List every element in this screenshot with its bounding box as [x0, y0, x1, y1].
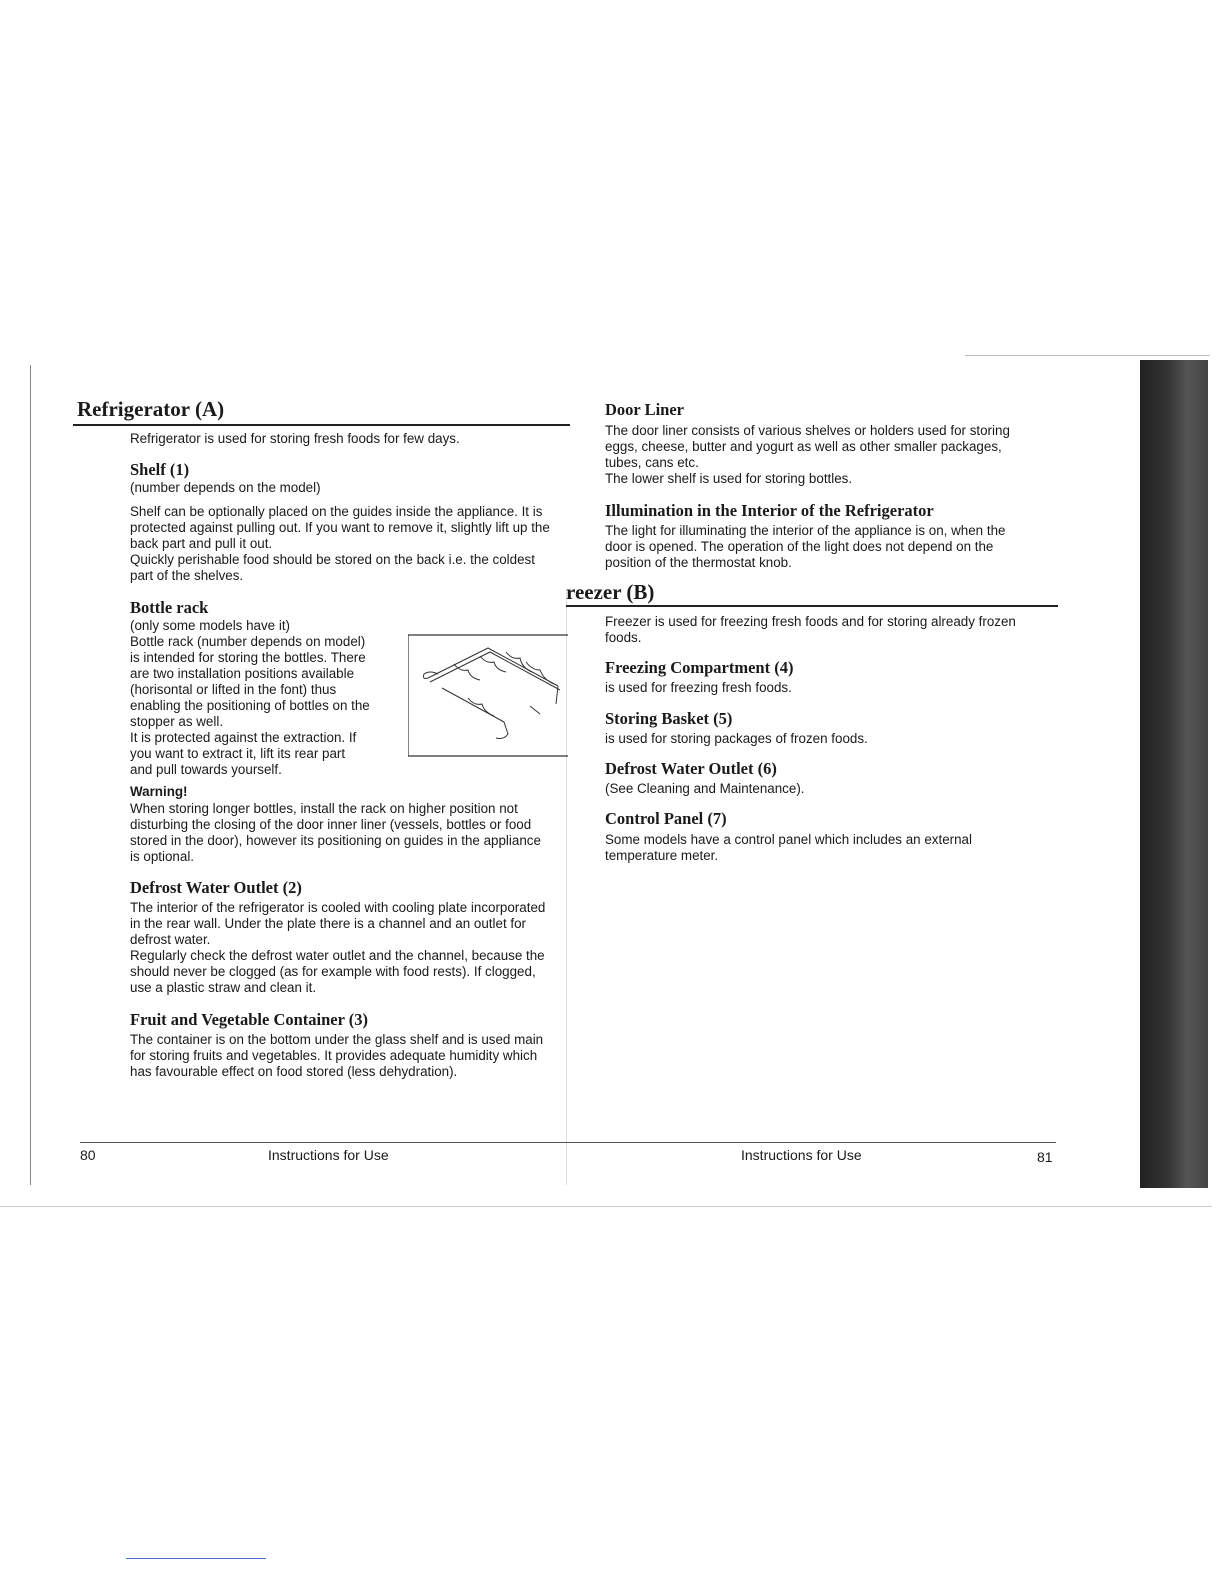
footer-rule-right: [566, 1142, 1056, 1143]
bottle-rack-text: [130, 618, 370, 778]
heading-storing-basket: Storing Basket (5): [605, 709, 733, 728]
warning-line: is optional.: [130, 849, 195, 864]
defrost-line: Regularly check the defrost water outlet and the channel, because the: [130, 948, 545, 963]
storing-basket-text: is used for storing packages of frozen foods.: [605, 731, 868, 746]
bottle-rack-line: Bottle rack (number depends on model): [130, 634, 366, 649]
heading-defrost-outlet-6: Defrost Water Outlet (6): [605, 759, 777, 778]
bottle-rack-line: are two installation positions available: [130, 666, 355, 681]
fruit-line: has favourable effect on food stored (less dehydration).: [130, 1064, 458, 1079]
shelf-line: part of the shelves.: [130, 568, 244, 583]
bottle-rack-illustration: [408, 634, 570, 758]
section-title-freezer: reezer (B): [566, 580, 655, 604]
door-liner-line: eggs, cheese, butter and yogurt as well as other smaller packages,: [605, 439, 1002, 454]
defrost-outlet-6-text: (See Cleaning and Maintenance).: [605, 781, 805, 796]
footer-rule-left: [80, 1142, 566, 1143]
heading-bottle-rack: Bottle rack: [130, 598, 209, 617]
shelf-line: protected against pulling out. If you want to remove it, slightly lift up the: [130, 520, 550, 535]
bottom-scan-line: [0, 1206, 1212, 1207]
shelf-line: back part and pull it out.: [130, 536, 273, 551]
section-title-refrigerator: Refrigerator (A): [77, 397, 225, 421]
shelf-note: (number depends on the model): [130, 480, 321, 495]
section-rule-refrigerator: [73, 424, 570, 426]
fruit-line: for storing fruits and vegetables. It provides adequate humidity which: [130, 1048, 538, 1063]
warning-text: [130, 801, 541, 865]
warning-line: stored in the door), however its positioning on guides in the appliance: [130, 833, 541, 848]
top-right-scan-line: [965, 355, 1210, 356]
shelf-text: [130, 504, 550, 584]
shelf-line: Quickly perishable food should be stored on the back i.e. the coldest: [130, 552, 535, 567]
shelf-line: Shelf can be optionally placed on the guides inside the appliance. It is: [130, 504, 543, 519]
footer-title-right: Instructions for Use: [741, 1147, 862, 1163]
bottle-rack-line: (only some models have it): [130, 618, 291, 633]
bottle-rack-line: (horisontal or lifted in the font) thus: [130, 682, 337, 697]
bottle-rack-drawing: [408, 634, 570, 758]
illumination-line: door is opened. The operation of the light does not depend on the: [605, 539, 994, 554]
bottle-rack-line: enabling the positioning of bottles on the: [130, 698, 370, 713]
section-rule-freezer: [566, 605, 1058, 607]
defrost-line: The interior of the refrigerator is cooled with cooling plate incorporated: [130, 900, 546, 915]
bottle-rack-line: you want to extract it, lift its rear part: [130, 746, 346, 761]
refrigerator-intro: Refrigerator is used for storing fresh foods for few days.: [130, 431, 460, 446]
scan-dark-edge: [1140, 360, 1208, 1188]
defrost-line: in the rear wall. Under the plate there is a channel and an outlet for: [130, 916, 527, 931]
heading-shelf: Shelf (1): [130, 460, 190, 479]
warning-line: disturbing the closing of the door inner liner (vessels, bottles or food: [130, 817, 532, 832]
heading-fruit-container: Fruit and Vegetable Container (3): [130, 1010, 369, 1029]
freezer-intro-line: foods.: [605, 630, 642, 645]
blue-bottom-line: [126, 1558, 266, 1559]
heading-illumination: Illumination in the Interior of the Refrigerator: [605, 501, 934, 520]
freezer-intro-line: Freezer is used for freezing fresh foods and for storing already frozen: [605, 614, 1016, 629]
door-liner-text: [605, 423, 1010, 487]
fruit-container-text: [130, 1032, 543, 1080]
door-liner-line: tubes, cans etc.: [605, 455, 699, 470]
defrost-line: should never be clogged (as for example with food rests). If clogged,: [130, 964, 536, 979]
illumination-line: The light for illuminating the interior of the appliance is on, when the: [605, 523, 1006, 538]
bottle-rack-line: stopper as well.: [130, 714, 224, 729]
warning-line: When storing longer bottles, install the rack on higher position not: [130, 801, 518, 816]
bottle-rack-line: and pull towards yourself.: [130, 762, 282, 777]
control-panel-line: Some models have a control panel which includes an external: [605, 832, 972, 847]
door-liner-line: The lower shelf is used for storing bottles.: [605, 471, 853, 486]
defrost-line: use a plastic straw and clean it.: [130, 980, 317, 995]
page-number-right: 81: [1037, 1149, 1053, 1165]
bottle-rack-line: is intended for storing the bottles. There: [130, 650, 366, 665]
illumination-text: [605, 523, 1005, 571]
defrost-line: defrost water.: [130, 932, 211, 947]
heading-freezing-compartment: Freezing Compartment (4): [605, 658, 794, 677]
door-liner-line: The door liner consists of various shelves or holders used for storing: [605, 423, 1010, 438]
footer-title-left: Instructions for Use: [268, 1147, 389, 1163]
bottle-rack-line: It is protected against the extraction. If: [130, 730, 357, 745]
heading-defrost-outlet-2: Defrost Water Outlet (2): [130, 878, 302, 897]
heading-door-liner: Door Liner: [605, 400, 684, 419]
fruit-line: The container is on the bottom under the glass shelf and is used main: [130, 1032, 544, 1047]
defrost-outlet-2-text: [130, 900, 545, 996]
heading-control-panel: Control Panel (7): [605, 809, 727, 828]
left-scan-edge: [30, 365, 31, 1185]
control-panel-text: [605, 832, 972, 864]
freezer-intro: [605, 614, 1016, 646]
control-panel-line: temperature meter.: [605, 848, 719, 863]
page-number-left: 80: [80, 1147, 96, 1163]
freezing-compartment-text: is used for freezing fresh foods.: [605, 680, 792, 695]
warning-label: Warning!: [130, 784, 188, 799]
illumination-line: position of the thermostat knob.: [605, 555, 792, 570]
